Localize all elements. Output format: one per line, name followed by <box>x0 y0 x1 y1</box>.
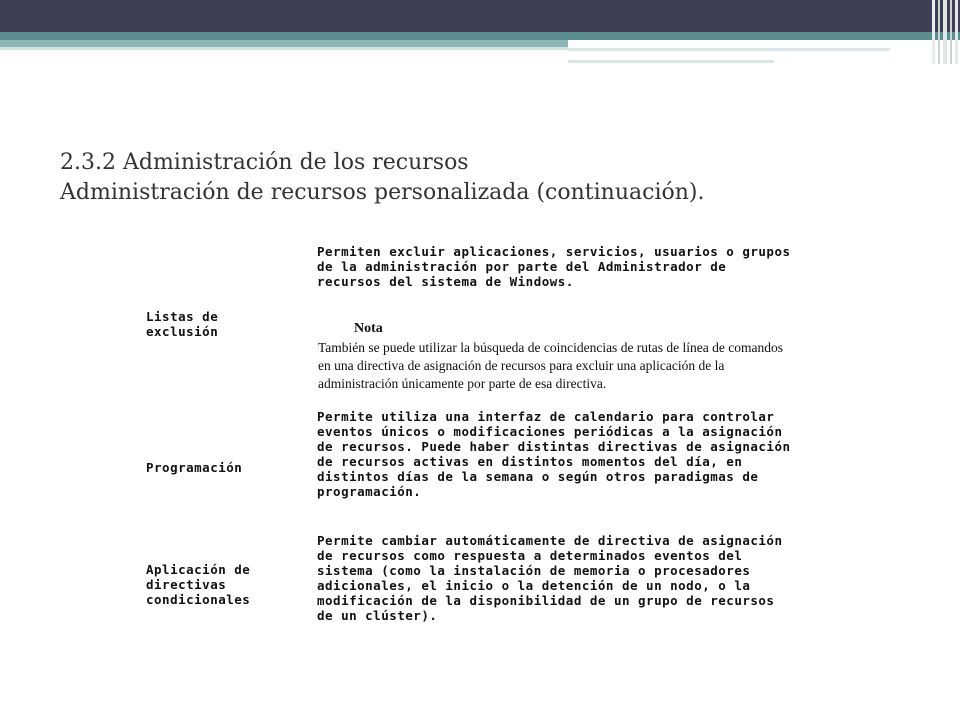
header-accent-stripe <box>0 32 960 40</box>
header-accent-stripe-light <box>0 40 568 47</box>
decorative-line <box>568 48 890 51</box>
slide-title <box>60 148 920 208</box>
row-label: Aplicación de directivas condicionales <box>146 562 251 607</box>
slide-title-line-2: Administración de recursos personalizada (continuación). <box>60 180 705 205</box>
note-text: También se puede utilizar la búsqueda de coincidencias de rutas de línea de comandos en una directiva de asignación de recursos para excluir una aplicación de la administración únicamente por parte de esa directiva. <box>318 340 784 391</box>
row-description: Permite cambiar automáticamente de directiva de asignación de recursos como respuesta a determinados eventos del sistema (como la instalación de memoria o procesadores adicionales, el inicio o la detención de un nodo, o la modificación de la disponibilidad de un grupo de recursos de un clúster). <box>317 533 783 623</box>
row-description: Permiten excluir aplicaciones, servicios, usuarios o grupos de la administración por parte del Administrador de recursos del sistema de Windows. <box>317 244 791 289</box>
header-bar <box>0 0 960 32</box>
row-label: Programación <box>146 460 243 475</box>
header-accent-stripe-faint <box>0 47 568 50</box>
row-label: Listas de exclusión <box>146 309 219 339</box>
decorative-vertical-bars <box>930 0 960 64</box>
row-description: Permite utiliza una interfaz de calendario para controlar eventos únicos o modificaciones periódicas a la asignación de recursos. Puede haber distintas directivas de asignación de recursos activas en distintos momentos del día, en distintos días de la semana o según otros paradigmas de programación. <box>317 409 791 499</box>
decorative-line <box>568 60 774 63</box>
note-title: Nota <box>354 321 383 336</box>
slide-title-line-1: 2.3.2 Administración de los recursos <box>60 150 469 175</box>
